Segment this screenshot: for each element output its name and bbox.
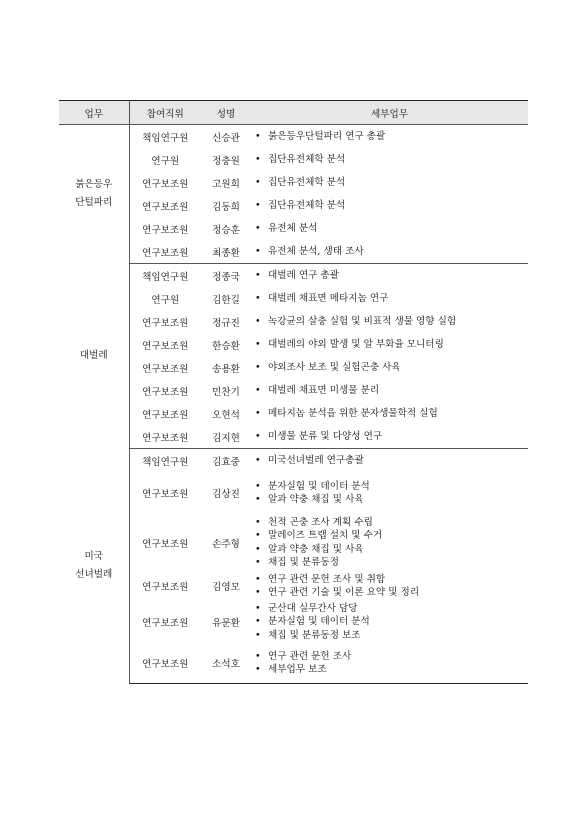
duty-item: • 세부업무 보조 bbox=[255, 663, 528, 677]
name-cell: 김동희 bbox=[212, 201, 240, 213]
name-cell: 민찬기 bbox=[212, 386, 240, 398]
duty-item: • 분자실험 및 데이터 분석 bbox=[255, 615, 528, 629]
duty-cell bbox=[251, 449, 528, 473]
table-row bbox=[59, 402, 528, 425]
position-cell: 연구보조원 bbox=[142, 363, 189, 375]
table-row bbox=[59, 449, 528, 473]
task-line: 대벌레 bbox=[79, 350, 108, 361]
task-cell bbox=[59, 125, 129, 264]
name-cell: 최종환 bbox=[201, 240, 251, 264]
name-cell: 송용환 bbox=[212, 363, 240, 375]
name-cell: 김영모 bbox=[212, 582, 240, 593]
position-cell: 연구보조원 bbox=[129, 643, 201, 684]
name-cell: 김상진 bbox=[212, 489, 240, 500]
position-cell: 책임연구원 bbox=[142, 456, 189, 468]
table-row bbox=[59, 333, 528, 356]
duty-item: • 메타지놈 분석을 위한 분자생물학적 실험 bbox=[255, 407, 528, 421]
table-row bbox=[59, 379, 528, 402]
duty-list bbox=[251, 292, 528, 306]
duty-item: • 집단유전체학 분석 bbox=[255, 199, 528, 213]
header-position: 참여직위 bbox=[129, 101, 201, 125]
position-cell: 연구보조원 bbox=[142, 618, 189, 629]
duty-list bbox=[251, 602, 528, 643]
task-line: 미국 bbox=[84, 551, 104, 562]
duty-cell bbox=[251, 379, 528, 402]
duty-list bbox=[251, 650, 528, 677]
duty-cell bbox=[251, 601, 528, 643]
position-cell: 연구보조원 bbox=[142, 386, 189, 398]
table-row bbox=[59, 356, 528, 379]
duty-item: • 채집 및 분류동정 보조 bbox=[255, 629, 528, 643]
name-cell: 소석호 bbox=[201, 643, 251, 684]
position-cell: 연구보조원 bbox=[142, 317, 189, 329]
duty-cell bbox=[251, 356, 528, 379]
task-line: 붉은등우 bbox=[75, 179, 113, 191]
duty-item: • 미국선녀벌레 연구총괄 bbox=[255, 454, 528, 468]
name-cell: 정승훈 bbox=[212, 224, 240, 236]
name-cell: 오현석 bbox=[212, 409, 240, 421]
duty-item: • 집단유전체학 분석 bbox=[255, 176, 528, 190]
task-cell bbox=[59, 449, 129, 684]
table-row bbox=[59, 240, 528, 264]
duty-cell bbox=[251, 333, 528, 356]
name-cell: 정종국 bbox=[212, 271, 240, 283]
table-row bbox=[59, 125, 528, 149]
table-row bbox=[59, 571, 528, 601]
duty-item: • 군산대 실무간사 담당 bbox=[255, 602, 528, 616]
table-row bbox=[59, 472, 528, 514]
header-name: 성명 bbox=[201, 101, 251, 125]
duty-cell bbox=[251, 194, 528, 217]
duty-item: • 연구 관련 문헌 조사 bbox=[255, 650, 528, 664]
table-row bbox=[59, 264, 528, 288]
position-cell: 연구보조원 bbox=[142, 489, 189, 500]
duty-item: • 대벌레 연구 총괄 bbox=[255, 269, 528, 283]
position-cell: 연구보조원 bbox=[129, 425, 201, 449]
position-cell: 연구원 bbox=[151, 155, 180, 167]
name-cell: 김지현 bbox=[201, 425, 251, 449]
duty-cell bbox=[251, 148, 528, 171]
header-row bbox=[59, 101, 528, 125]
position-cell: 연구보조원 bbox=[142, 340, 189, 352]
duty-cell bbox=[251, 472, 528, 514]
table-body bbox=[59, 125, 528, 684]
duty-cell bbox=[251, 310, 528, 333]
position-cell: 연구보조원 bbox=[142, 224, 189, 236]
duty-item: • 유전체 분석, 생태 조사 bbox=[255, 245, 528, 259]
name-cell: 손주형 bbox=[212, 538, 240, 550]
duty-item: • 천적 곤충 조사 계획 수립 bbox=[255, 516, 528, 530]
position-cell: 연구원 bbox=[151, 294, 180, 306]
table-row bbox=[59, 171, 528, 194]
duty-item: • 야외조사 보조 및 실험곤충 사육 bbox=[255, 361, 528, 375]
duty-list bbox=[251, 573, 528, 600]
duty-item: • 연구 관련 문헌 조사 및 취합 bbox=[255, 573, 528, 587]
duty-cell bbox=[251, 125, 528, 149]
duty-item: • 연구 관련 기술 및 이론 요약 및 정리 bbox=[255, 586, 528, 600]
name-cell: 고원희 bbox=[212, 178, 240, 190]
duty-list bbox=[251, 130, 528, 144]
duty-list bbox=[251, 153, 528, 167]
duty-item: • 말레이즈 트랩 설치 및 수거 bbox=[255, 529, 528, 543]
table-row bbox=[59, 514, 528, 571]
duty-cell bbox=[251, 425, 528, 449]
duty-item: • 대벌레의 야외 발생 및 알 부화율 모니터링 bbox=[255, 338, 528, 352]
duty-item: • 미생물 분류 및 다양성 연구 bbox=[255, 430, 528, 444]
name-cell: 김한길 bbox=[212, 294, 240, 306]
duty-list bbox=[251, 516, 528, 570]
name-cell: 정규진 bbox=[212, 317, 240, 329]
duty-list bbox=[251, 338, 528, 352]
duty-item: • 붉은등우단털파리 연구 총괄 bbox=[255, 130, 528, 144]
duty-item: • 대벌레 채표면 메타지놈 연구 bbox=[255, 292, 528, 306]
staff-table bbox=[59, 100, 528, 684]
name-cell: 정충원 bbox=[212, 155, 240, 167]
duty-list bbox=[251, 361, 528, 375]
duty-item: • 유전체 분석 bbox=[255, 222, 528, 236]
task-line: 단털파리 bbox=[75, 197, 113, 209]
duty-item: • 채집 및 분류동정 bbox=[255, 556, 528, 570]
duty-cell bbox=[251, 240, 528, 264]
table-row bbox=[59, 310, 528, 333]
position-cell: 책임연구원 bbox=[142, 132, 189, 144]
duty-list bbox=[251, 245, 528, 259]
header-duty: 세부업무 bbox=[251, 101, 528, 125]
position-cell: 연구보조원 bbox=[142, 201, 189, 213]
duty-list bbox=[251, 269, 528, 283]
duty-item: • 집단유전체학 분석 bbox=[255, 153, 528, 167]
position-cell: 연구보조원 bbox=[142, 538, 189, 550]
duty-cell bbox=[251, 264, 528, 288]
table-row bbox=[59, 425, 528, 449]
header-task: 업무 bbox=[59, 101, 129, 125]
table-row bbox=[59, 148, 528, 171]
task-line: 선녀벌레 bbox=[75, 569, 113, 580]
duty-list bbox=[251, 430, 528, 444]
duty-cell bbox=[251, 287, 528, 310]
duty-list bbox=[251, 407, 528, 421]
duty-cell bbox=[251, 514, 528, 571]
duty-cell bbox=[251, 643, 528, 684]
duty-list bbox=[251, 384, 528, 398]
table-row bbox=[59, 601, 528, 643]
name-cell: 김효중 bbox=[212, 456, 240, 468]
duty-item: • 대벌레 채표면 미생물 분리 bbox=[255, 384, 528, 398]
duty-list bbox=[251, 480, 528, 507]
duty-list bbox=[251, 454, 528, 468]
table-row bbox=[59, 287, 528, 310]
name-cell: 유문환 bbox=[212, 618, 240, 629]
position-cell: 연구보조원 bbox=[142, 409, 189, 421]
position-cell: 책임연구원 bbox=[142, 271, 189, 283]
table-row bbox=[59, 194, 528, 217]
table-row bbox=[59, 217, 528, 240]
position-cell: 연구보조원 bbox=[142, 582, 189, 593]
duty-list bbox=[251, 315, 528, 329]
position-cell: 연구보조원 bbox=[142, 178, 189, 190]
duty-list bbox=[251, 176, 528, 190]
duty-list bbox=[251, 222, 528, 236]
duty-cell bbox=[251, 402, 528, 425]
position-cell: 연구보조원 bbox=[129, 240, 201, 264]
duty-cell bbox=[251, 571, 528, 601]
name-cell: 신승관 bbox=[212, 132, 240, 144]
duty-item: • 분자실험 및 데이터 분석 bbox=[255, 480, 528, 494]
duty-cell bbox=[251, 217, 528, 240]
duty-list bbox=[251, 199, 528, 213]
duty-item: • 녹강균의 살충 실험 및 비표적 생물 영향 실험 bbox=[255, 315, 528, 329]
task-cell bbox=[59, 264, 129, 449]
name-cell: 한승환 bbox=[212, 340, 240, 352]
duty-item: • 알과 약충 채집 및 사육 bbox=[255, 493, 528, 507]
duty-cell bbox=[251, 171, 528, 194]
table-row bbox=[59, 643, 528, 684]
duty-item: • 알과 약충 채집 및 사육 bbox=[255, 543, 528, 557]
